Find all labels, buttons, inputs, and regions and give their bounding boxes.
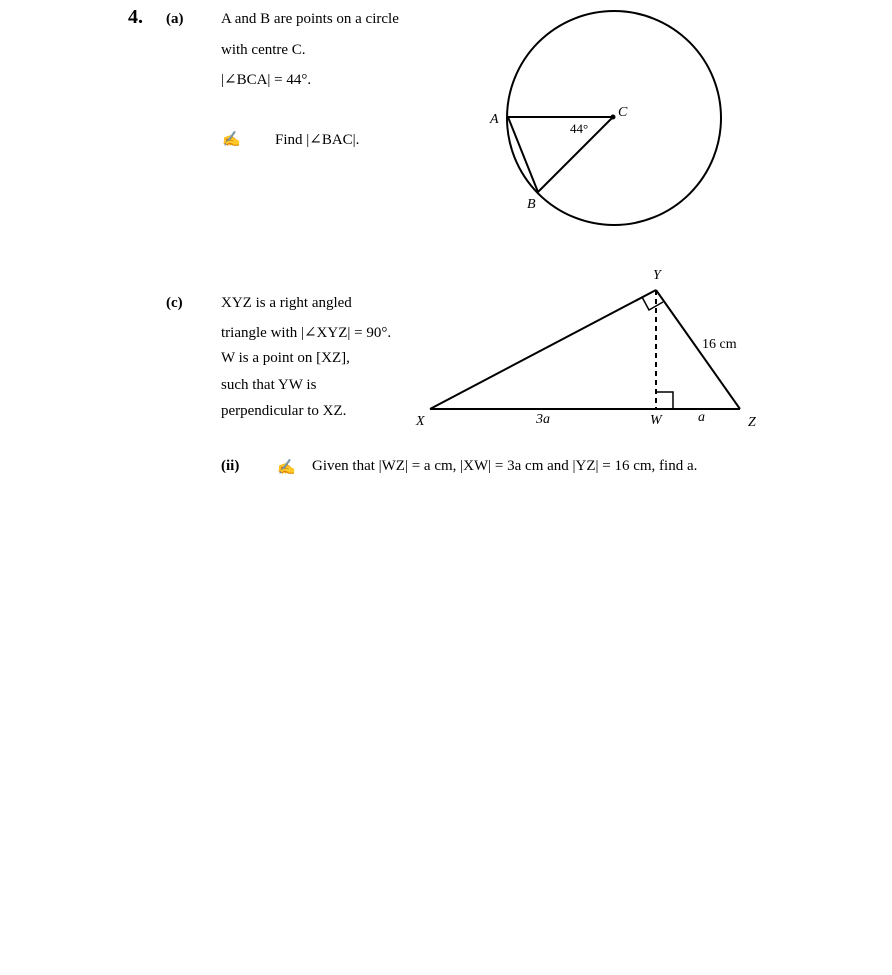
label-16cm: 16 cm	[702, 337, 737, 352]
label-x: X	[416, 414, 425, 429]
part-c-ii-task: Given that |WZ| = a cm, |XW| = 3a cm and |YZ| = 16 cm, find a.	[312, 458, 698, 474]
angle-label-44: 44°	[570, 121, 589, 136]
label-c: C	[618, 105, 628, 120]
circle-diagram	[480, 0, 740, 240]
pencil-icon: ✍	[277, 460, 296, 476]
label-b: B	[527, 197, 536, 212]
centre-point	[611, 115, 616, 120]
part-a-line-2: with centre C.	[221, 42, 306, 58]
label-a-segment: a	[698, 410, 705, 425]
label-w: W	[650, 413, 662, 428]
label-y: Y	[653, 268, 661, 283]
label-3a: 3a	[536, 412, 550, 427]
part-a-label: (a)	[166, 11, 184, 27]
part-a-line-3: |∠BCA| = 44°.	[221, 72, 312, 88]
pencil-icon: ✍	[222, 132, 241, 148]
part-c-ii-label: (ii)	[221, 458, 240, 474]
right-angle-marker-y	[642, 297, 663, 310]
part-a-line-1: A and B are points on a circle	[221, 11, 399, 27]
question-number: 4.	[128, 6, 143, 28]
part-c-line-2: triangle with |∠XYZ| = 90°.	[221, 325, 392, 341]
label-z: Z	[748, 415, 756, 430]
label-a: A	[490, 112, 499, 127]
triangle-diagram	[410, 262, 780, 437]
part-c-line-4: such that YW is	[221, 377, 317, 393]
part-c-line-1: XYZ is a right angled	[221, 295, 352, 311]
right-angle-marker-w	[656, 392, 673, 409]
part-c-line-5: perpendicular to XZ.	[221, 403, 347, 419]
part-a-task: Find |∠BAC|.	[275, 132, 360, 148]
segment-xy	[430, 290, 656, 409]
part-c-line-3: W is a point on [XZ],	[221, 350, 350, 366]
part-c-label: (c)	[166, 295, 183, 311]
